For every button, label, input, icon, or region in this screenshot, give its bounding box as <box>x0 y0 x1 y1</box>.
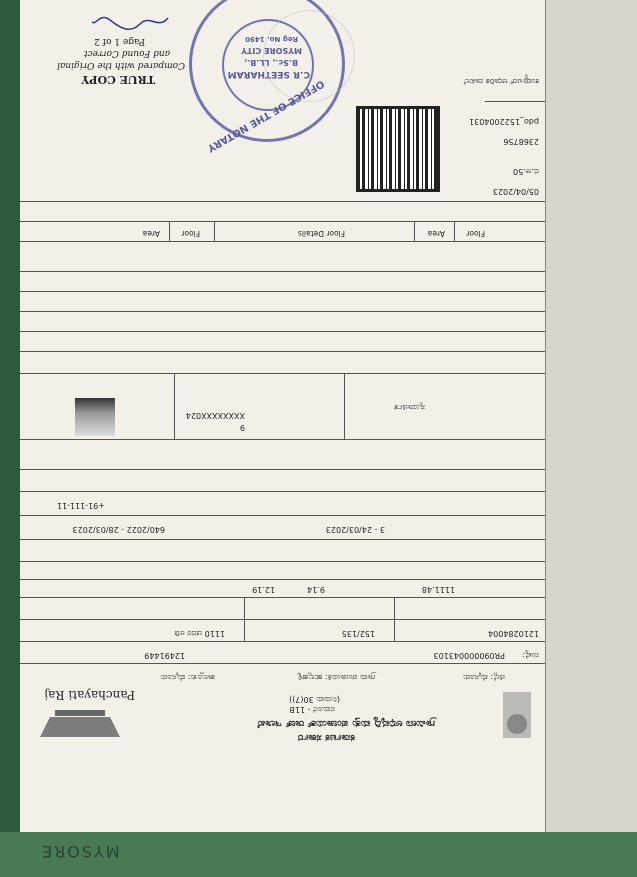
table-rule <box>20 515 545 516</box>
ownership-type: ಸ್ವಯಾರ್ಜಿತ <box>394 403 425 412</box>
seal-reg: Reg No. 1490 <box>245 35 298 43</box>
document-rotated <box>20 0 545 832</box>
document-page <box>20 0 545 832</box>
measure-3: 12.19 <box>252 585 275 594</box>
issue-date: 05/04/2023 <box>492 187 539 196</box>
seal-office-text: OFFICE OF THE NOTARY <box>205 77 326 154</box>
digital-note: ಕಂಪ್ಯೂಟರ್ ಆಧಾರಿತ ದಾಖಲೆ <box>463 77 539 86</box>
taluk-text: ತಾಲ್ಲೂಕು: ಮೈಸೂರು <box>160 673 215 682</box>
ref-1: ಬಿ.ಆ.50 <box>513 167 539 176</box>
panchayati-raj-logo <box>35 702 125 747</box>
ref-2: 2368756 <box>503 137 539 146</box>
table-rule <box>20 351 545 352</box>
registration-fy: 640/2022 - 28/03/2023 <box>72 525 165 534</box>
table-rule <box>20 221 545 222</box>
rule-reference: (ನಿಯಮ 30(7)) <box>289 695 340 704</box>
pr-label: ಸಂಖ್ಯೆ: <box>522 651 539 660</box>
khata-area: 1110 ಚದರ ಅಡಿ <box>174 629 225 638</box>
table-rule <box>20 201 545 202</box>
table-rule <box>20 439 545 440</box>
karnataka-emblem-icon <box>495 684 539 744</box>
floor-col-5: Area <box>142 229 160 238</box>
table-rule <box>174 374 175 440</box>
property-number: 152/135 <box>341 629 375 638</box>
faint-seal <box>263 10 355 102</box>
owner-id-suffix: 9 <box>239 423 245 432</box>
adjacent-page <box>545 0 637 832</box>
table-rule <box>20 271 545 272</box>
measure-2: 9.14 <box>307 585 325 594</box>
compared-text: Compared with the Original <box>57 60 185 70</box>
page-count-text: Page 1 of 2 <box>94 36 145 46</box>
table-rule <box>20 241 545 242</box>
true-copy-text: TRUE COPY <box>81 73 155 86</box>
background-strip: MYSORE <box>0 832 637 877</box>
table-rule <box>20 539 545 540</box>
floor-col-4: Floor <box>181 229 200 238</box>
seal-name: C.R SEETHARAM <box>227 69 310 79</box>
table-rule <box>20 311 545 312</box>
table-rule <box>394 598 395 642</box>
owner-id: XXXXXXXX024 <box>185 411 245 420</box>
qr-code <box>356 106 440 192</box>
pdo-code: pdo_1522004031 <box>469 117 539 126</box>
table-rule <box>454 222 455 242</box>
phone-text: +91-111-11 <box>56 501 105 510</box>
seal-city: MYSORE CITY <box>241 46 302 55</box>
signature <box>90 12 170 32</box>
form-number: ನಮೂನೆ - 11B <box>289 705 335 714</box>
table-rule <box>214 222 215 242</box>
epid-number: 1210284004 <box>488 629 539 638</box>
table-rule <box>20 469 545 470</box>
seal-degree: B.Sc., LL.B., <box>244 58 298 67</box>
table-rule <box>344 374 345 440</box>
header-subtitle: ಗ್ರಾಮೀಣ ಅಭಿವೃದ್ಧಿ ಮತ್ತು ಪಂಚಾಯತ್ ರಾಜ್ ಇಲಾಖೆ <box>257 718 435 729</box>
table-rule <box>20 291 545 292</box>
table-rule <box>414 222 415 242</box>
brand-text: Panchayati Raj <box>44 688 135 702</box>
found-correct-text: and Found Correct <box>83 48 170 58</box>
table-rule <box>20 663 545 664</box>
floor-col-2: Area <box>427 229 445 238</box>
table-rule <box>244 598 245 642</box>
table-rule <box>20 597 545 598</box>
table-rule <box>169 222 170 242</box>
table-rule <box>20 331 545 332</box>
registration-number: 3 - 24/03/2023 <box>325 525 385 534</box>
table-rule <box>20 641 545 642</box>
district-text: ಜಿಲ್ಲೆ: ಮೈಸೂರು <box>463 673 505 682</box>
measure-1: 1111.48 <box>421 585 455 594</box>
header-title: ಕರ್ನಾಟಕ ಸರ್ಕಾರ <box>297 732 355 743</box>
table-rule <box>20 619 545 620</box>
table-rule <box>20 579 545 580</box>
table-rule <box>20 491 545 492</box>
gp-text: ಗ್ರಾಮ ಪಂಚಾಯತಿ: ಹುಲ್ಲಹಳ್ಳಿ <box>297 673 375 682</box>
table-rule <box>20 373 545 374</box>
table-rule <box>485 101 545 102</box>
table-rule <box>20 561 545 562</box>
ack-number: 12491449 <box>144 651 185 660</box>
floor-col-1: Floor <box>466 229 485 238</box>
floor-col-3: Floor Details <box>297 229 345 238</box>
owner-photo <box>75 398 115 436</box>
pr-number: PR090000043103 <box>433 651 505 660</box>
